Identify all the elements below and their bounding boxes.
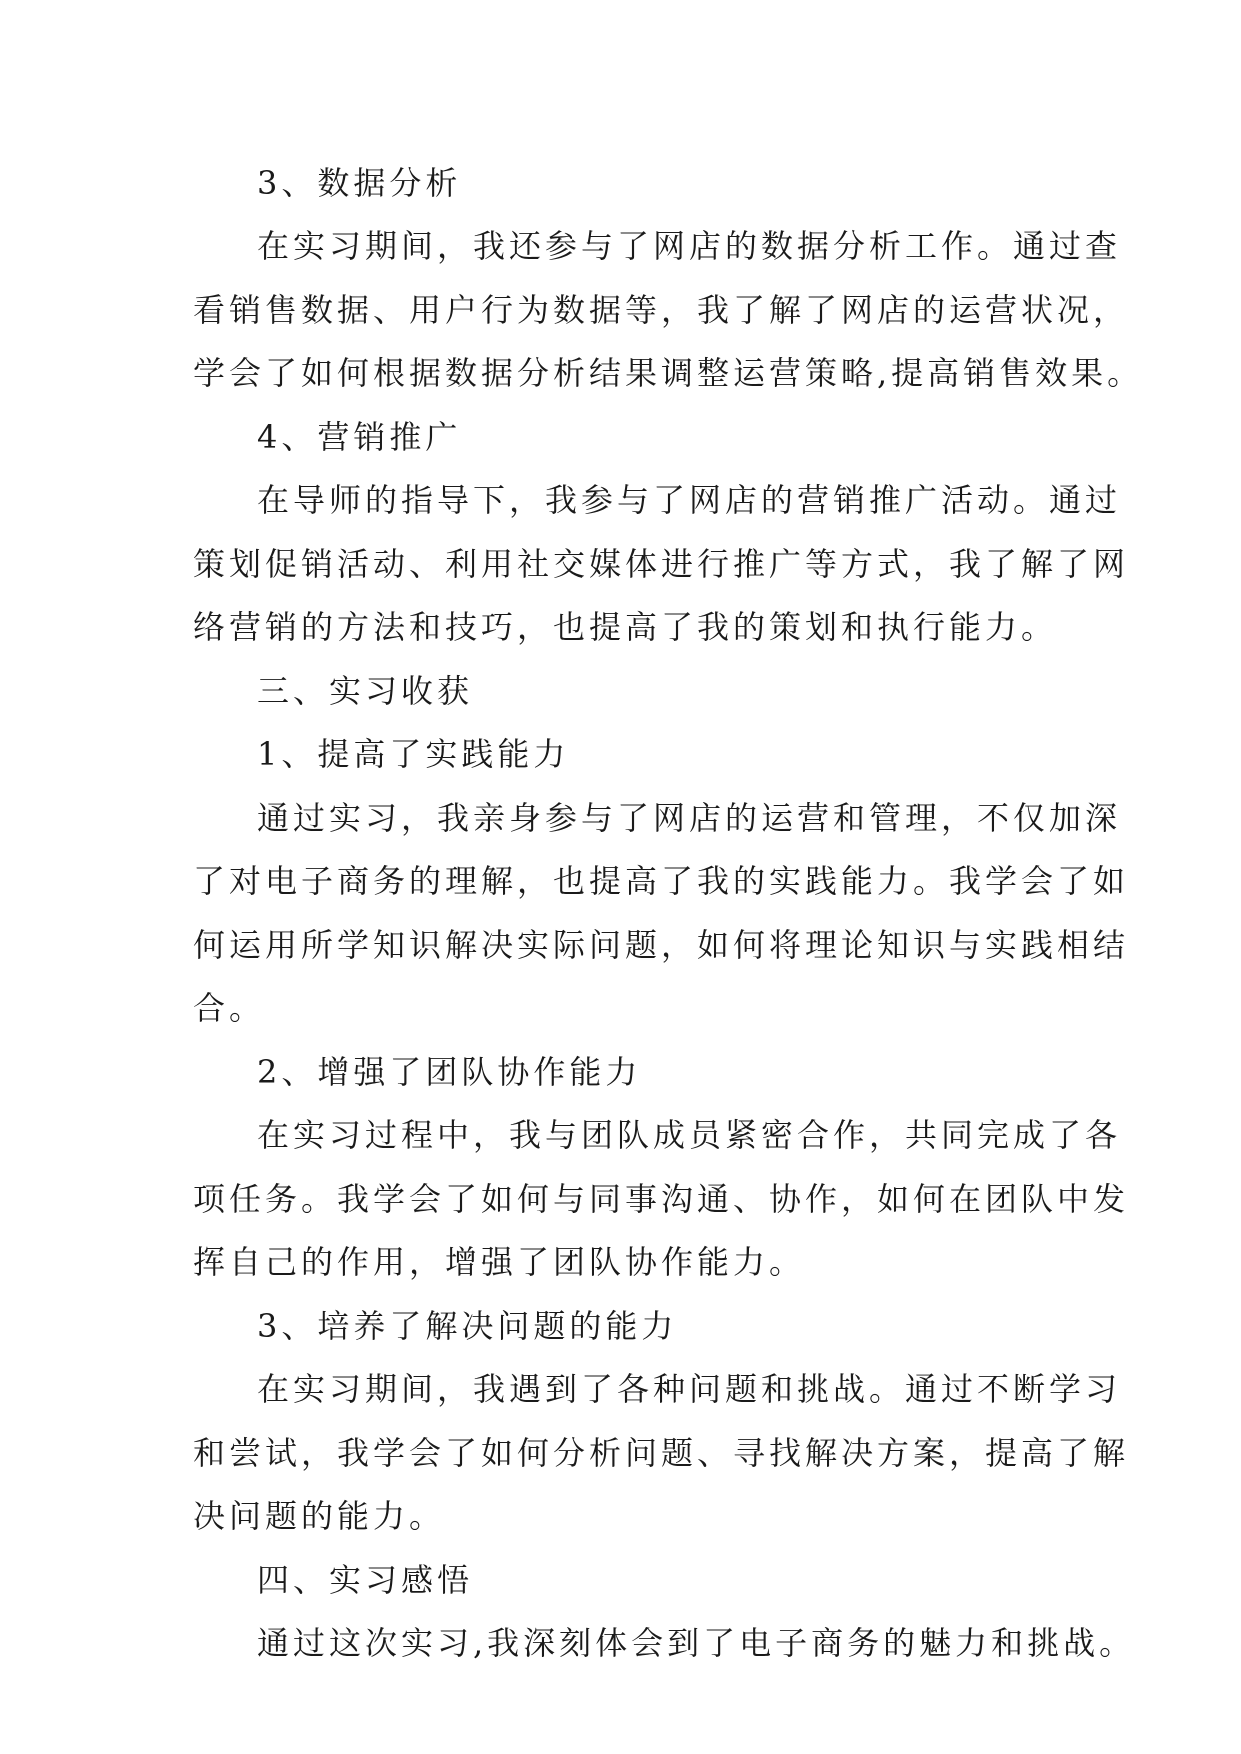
paragraph-line: 通过这次实习,我深刻体会到了电子商务的魅力和挑战。 — [257, 1624, 1136, 1662]
section-heading-internship-gains: 三、实习收获 — [257, 672, 474, 710]
paragraph-line: 在导师的指导下，我参与了网店的营销推广活动。通过 — [257, 481, 1122, 519]
paragraph-line: 挥自己的作用，增强了团队协作能力。 — [193, 1243, 806, 1281]
section-heading-internship-reflections: 四、实习感悟 — [257, 1561, 474, 1599]
paragraph-line: 项任务。我学会了如何与同事沟通、协作，如何在团队中发 — [193, 1180, 1130, 1218]
paragraph-line: 学会了如何根据数据分析结果调整运营策略,提高销售效果。 — [193, 354, 1144, 392]
paragraph-line: 在实习期间，我遇到了各种问题和挑战。通过不断学习 — [257, 1370, 1122, 1408]
heading-teamwork: 2、增强了团队协作能力 — [257, 1053, 642, 1091]
heading-practical-ability: 1、提高了实践能力 — [257, 735, 570, 773]
paragraph-line: 通过实习，我亲身参与了网店的运营和管理，不仅加深 — [257, 799, 1122, 837]
paragraph-line: 和尝试，我学会了如何分析问题、寻找解决方案，提高了解 — [193, 1434, 1130, 1472]
paragraph-line: 看销售数据、用户行为数据等，我了解了网店的运营状况， — [193, 291, 1130, 329]
heading-problem-solving: 3、培养了解决问题的能力 — [257, 1307, 678, 1345]
heading-marketing-promotion: 4、营销推广 — [257, 418, 462, 456]
paragraph-line: 决问题的能力。 — [193, 1497, 446, 1535]
paragraph-line: 络营销的方法和技巧，也提高了我的策划和执行能力。 — [193, 608, 1058, 646]
paragraph-line: 在实习过程中，我与团队成员紧密合作，共同完成了各 — [257, 1116, 1122, 1154]
paragraph-line: 了对电子商务的理解，也提高了我的实践能力。我学会了如 — [193, 862, 1130, 900]
paragraph-line: 何运用所学知识解决实际问题，如何将理论知识与实践相结 — [193, 926, 1130, 964]
heading-data-analysis: 3、数据分析 — [257, 164, 462, 202]
paragraph-line: 合。 — [193, 989, 266, 1027]
paragraph-line: 策划促销活动、利用社交媒体进行推广等方式，我了解了网 — [193, 545, 1130, 583]
paragraph-line: 在实习期间，我还参与了网店的数据分析工作。通过查 — [257, 227, 1122, 265]
